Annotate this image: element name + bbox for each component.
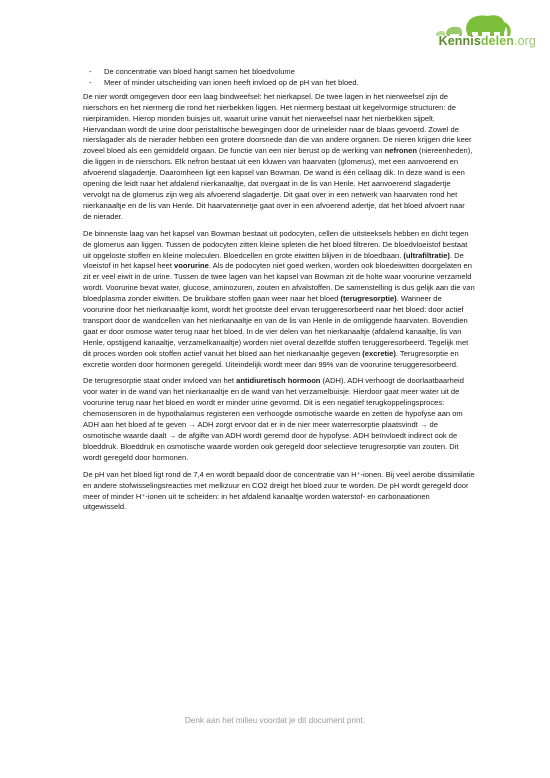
footer-note: Denk aan het milieu voordat je dit document print.	[184, 716, 366, 725]
bullet-item: - Meer of minder uitscheiding van ionen heeft invloed op de pH van het bloed.	[83, 78, 475, 89]
bold-term-nefronen: nefronen	[384, 146, 417, 156]
bold-term-voorurine: voorurine	[174, 261, 209, 271]
bold-term-adh: antidiuretisch hormoon	[236, 376, 321, 386]
paragraph-nier-anatomie	[83, 92, 475, 223]
text-run: De pH van het bloed ligt rond de 7,4 en wordt bepaald door de concentratie van H⁺-ionen. Bij veel aerobe dissimilatie en andere stofwisselingsreacties met melkzuur en CO2 dreigt het bloed zuur te worden. De pH wordt geregeld door meer of minder H⁺-ionen uit te scheiden: in het afdalend kanaaltje worden waterstof- en carbonaationen uitgewisseld.	[83, 469, 475, 512]
text-run: De binnenste laag van het kapsel van Bowman bestaat uit podocyten, cellen die uitsteeksels hebben en dicht tegen de glomerus aan liggen. Tussen de podocyten zitten kleine spleten die het bloed filtreren. De bloedvloeistof bestaat uit opgeloste stoffen en kleine moleculen. Bloedcellen en grote eiwitten blijven in de bloedbaan.	[83, 228, 469, 260]
text-run: . Wanneer de voorurine door het nierkanaaltje komt, wordt het grootste deel ervan teruggeresorbeerd naar het bloed: door actief transport door de wandcellen van het nierkanaaltje en van de lis van Henle in de omliggende haarvaten. Bovendien gaat er door osmose water terug naar het bloed. In de vier delen van het nierkanaaltje (afdalend kanaaltje, lis van Henle, opstijgend kanaaltje, verzamelkanaaltje) worden niet overal dezelfde stoffen teruggeresorbeerd. Tegelijk met dit proces worden ook stoffen actief vanuit het bloed aan het nierkanaaltje gegeven	[83, 294, 469, 358]
bold-term-excretie: (excretie)	[362, 348, 396, 358]
text-run: . Terugresorptie en excretie worden door hormonen geregeld. Uiteindelijk wordt meer dan 99% van de voorurine teruggeresorbeerd.	[83, 348, 459, 369]
logo-brand-part1: Kennis	[438, 34, 481, 48]
bullet-item: - De concentratie van bloed hangt samen het bloedvolume	[83, 67, 475, 78]
logo-brand-part3: .org	[514, 34, 536, 48]
paragraph-adh	[83, 376, 475, 463]
logo-wordmark[interactable]	[439, 34, 536, 48]
text-run: . De vloeistof in het kapsel heet	[83, 250, 464, 271]
text-run: (niereenheden), die liggen in de nierschors. Elk nefron bestaat uit een kluwen van haarvaten (glomerus), met een aanvoerend en afvoerend slagadertje. Daaromheen ligt een kapsel van Bowman. De wand is één cellaag dik. In deze wand is een opening die leidt naar het afdalend nierkanaaltje, dat overgaat in de lis van Henle. Het aanvoerend slagadertje vervolgt na de glomerus zijn weg als afvoerend slagadertje. Dit gaat over in een netwerk van haarvaten rond het nierkanaaltje en de lis van Henle. Dit haarvatennetje gaat over in een afvoerend adertje, dat het bloed afvoert naar de nierader.	[83, 146, 473, 221]
text-run: (ADH). ADH verhoogt de doorlaatbaarheid voor water in de wand van het nierkanaaltje en de wand van het verzamelbuisje. Hierdoor gaat meer water uit de voorurine terug naar het bloed en wordt er minder urine gevormd. Dit is een negatief terugkoppelingsproces: chemosensoren in de hypothalamus registeren een verhoogde osmotische waarde en zetten de hypofyse aan om ADH aan het bloed af te geven → ADH zorgt ervoor dat er in de nier meer waterresorptie plaatsvindt → de osmotische waarde daalt → de afgifte van ADH wordt geremd door de hypofyse. ADH beïnvloedt indirect ook de bloeddruk. Bloeddruk en osmotische waarde worden ook geregeld door selectieve terugresorptie van zouten. Dit wordt geregeld door hormonen.	[83, 376, 464, 462]
text-run: . Als de podocyten niet goed werken, worden ook bloedeiwitten doorgelaten en zit er veel eiwit in de urine. Tussen de twee lagen van het kapsel van Bowman zit de holte waar voorurine verzameld wordt. Voorurine bevat water, glucose, aminozuren, zouten en afvalstoffen. De samenstelling is dus gelijk aan die van bloedplasma zonder eiwitten. De bruikbare stoffen gaan weer naar het bloed	[83, 261, 475, 304]
logo-brand-part2: delen	[480, 34, 515, 48]
bullet-list	[83, 67, 475, 89]
document-body	[83, 67, 475, 519]
text-run: De terugresorptie staat onder invloed van het	[83, 376, 237, 386]
paragraph-ph-bloed	[83, 470, 475, 514]
text-run: De nier wordt omgegeven door een laag bindweefsel: het nierkapsel. De twee lagen in het nierweefsel zijn de nierschors en het niermerg die rond het nierbekken liggen. Het niermerg bestaat uit kegelvormige structuren: de nierpiramiden. Hierop monden buisjes uit, waaruit urine vanuit het nierweefsel naar het nierbekken sijpelt. Hiervandaan wordt de urine door peristaltische bewegingen door de urineleider naar de blaas gevoerd. Zowel de nierslagader als de nierader hebben een grotere doorsnede dan die van andere organen. De nieren krijgen drie keer zoveel bloed als een gemiddeld orgaan. De functie van een nier berust op de werking van	[83, 91, 472, 156]
kennisdelen-logo	[376, 8, 536, 56]
paragraph-kapsel-bowman	[83, 229, 475, 371]
bold-term-terugresorptie: (terugresorptie)	[340, 294, 397, 304]
bold-term-ultrafiltratie: (ultrafiltratie)	[403, 250, 450, 260]
